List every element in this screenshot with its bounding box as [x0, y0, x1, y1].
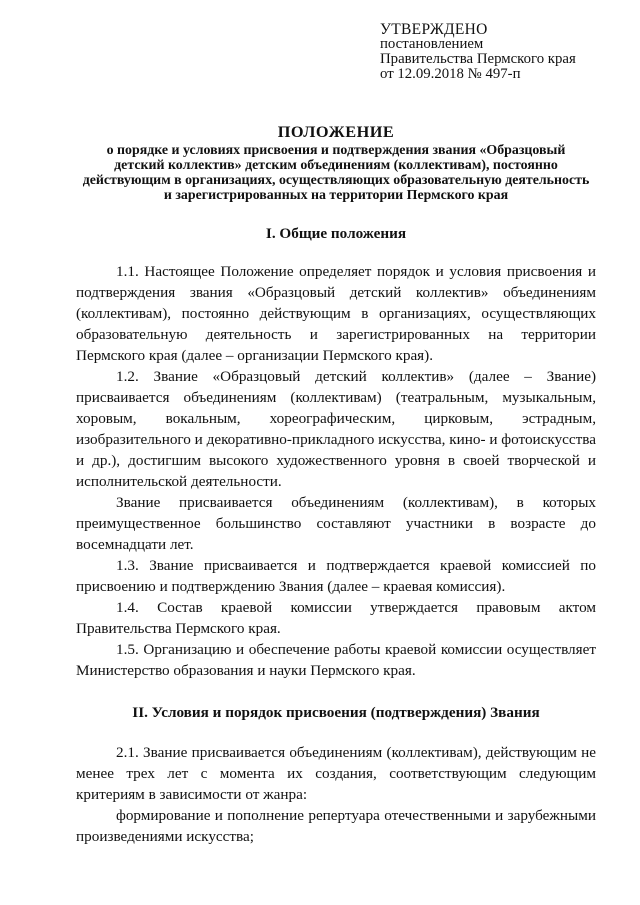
section-heading: II. Условия и порядок присвоения (подтверждения) Звания [132, 704, 540, 721]
paragraph: 1.3. Звание присваивается и подтверждается краевой комиссией по присвоению и подтверждению Звания (далее – краевая комиссия). [76, 557, 596, 595]
approval-line: от 12.09.2018 № 497-п [380, 66, 521, 82]
paragraph: 2.1. Звание присваивается объединениям (коллективам), действующим не менее трех лет с момента их создания, соответствующим следующим критериям в зависимости от жанра: [76, 744, 596, 803]
paragraph: 1.4. Состав краевой комиссии утверждается правовым актом Правительства Пермского края. [76, 599, 596, 637]
paragraph: формирование и пополнение репертуара отечественными и зарубежными произведениями искусства; [76, 807, 596, 845]
paragraph: Звание присваивается объединениям (коллективам), в которых преимущественное большинство составляют участники в возрасте до восемнадцати лет. [76, 494, 596, 553]
section-body [76, 742, 596, 847]
section-body [76, 261, 596, 681]
paragraph: 1.2. Звание «Образцовый детский коллектив» (далее – Звание) присваивается объединениям (коллективам) (театральным, музыкальным, хоровым, вокальным, хореографическим, цирковым, эстрадным, изобразительного и декоративно-прикладного искусства, кино- и фотоискусства и др.), достигшим высокого художественного уровня в своей творческой и исполнительской деятельности. [76, 368, 596, 490]
paragraph: 1.5. Организацию и обеспечение работы краевой комиссии осуществляет Министерство образования и науки Пермского края. [76, 641, 596, 679]
document-title: ПОЛОЖЕНИЕ [277, 122, 395, 141]
approval-title: УТВЕРЖДЕНО [380, 21, 488, 38]
approval-line: постановлением [380, 36, 484, 52]
paragraph: 1.1. Настоящее Положение определяет порядок и условия присвоения и подтверждения звания «Образцовый детский коллектив» объединениям (коллективам), постоянно действующим в организациях, осуществляющих образовательную деятельность и зарегистрированных на территории Пермского края (далее – организации Пермского края). [76, 263, 596, 364]
approval-stamp [380, 22, 596, 82]
section-heading: I. Общие положения [265, 225, 407, 242]
approval-line: Правительства Пермского края [380, 51, 576, 67]
document-subtitle: о порядке и условиях присвоения и подтверждения звания «Образцовый детский коллектив» детским объединениям (коллективам), постоянно действующим в организациях, осуществляющих образовательную деятельность и зарегистрированных на территории Пермского края [82, 143, 590, 203]
